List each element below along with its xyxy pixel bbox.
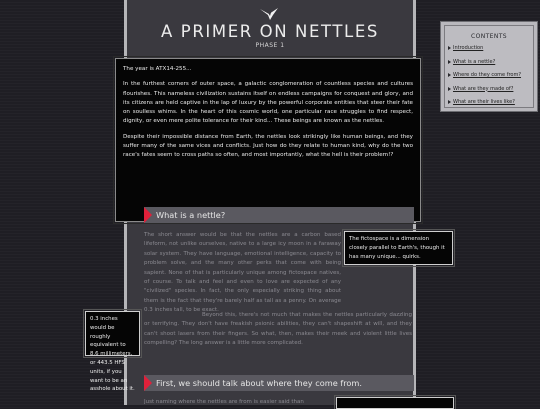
- sidenote-fictospace: [344, 231, 453, 265]
- page-subtitle: PHASE 1: [255, 42, 285, 49]
- sidenote-inches: [85, 311, 140, 393]
- body-paragraph: Beyond this, there's not much that makes the nettles particularly dazzling or terrifying. They don't have freakish psionic abilities, they can't shapeshift at will, and they can't shoot lasers from their fingers. So what, then, makes their meek and violent little lives compelling? The long answer is a little more complicated.: [144, 312, 412, 347]
- intro-paragraph: Despite their impossible distance from Earth, the nettles look strikingly like human beings, and they suffer many of the same vices and conflicts. Just how do they relate to human kind, why do the two race's fates seem to cross paths so often, and most importantly, what the hell is their problem!?: [123, 133, 413, 158]
- triangle-right-icon: [448, 73, 451, 77]
- toc-link-introduction[interactable]: Introduction: [445, 42, 533, 56]
- intro-box: [115, 58, 421, 222]
- section-heading-where-from: [144, 375, 414, 391]
- body-paragraph: Just naming where the nettles are from is easier said than: [144, 399, 304, 405]
- body-paragraph: The short answer would be that the nettles are a carbon based lifeform, not unlike ourselves, native to a large icy moon in a faraway solar system. They have language, emotional intelligence, capacity to problem solve, and the many other perks that come with being sapient. None of that is particularly unique among fictospace natives, of course. To talk and feel and even to love are expected of any "civilized" species. In fact, the only especially striking thing about them is the fact that they're barely half as tall as a penny. On average 0.3 inches tall, to be exact.: [144, 232, 341, 314]
- table-of-contents: [440, 21, 538, 112]
- toc-link-lives[interactable]: What are their lives like?: [445, 96, 533, 110]
- section-heading-label: What is a nettle?: [156, 210, 226, 220]
- intro-paragraph: The year is ATX14-255...: [123, 66, 192, 72]
- section-heading-what-is-a-nettle: [144, 207, 414, 223]
- toc-link-what-is-a-nettle[interactable]: What is a nettle?: [445, 56, 533, 70]
- toc-panel: [444, 25, 534, 108]
- sidenote-text: The fictospace is a dimension closely parallel to Earth's, though it has many unique... quirks.: [349, 236, 445, 260]
- bird-logo-icon: [258, 6, 282, 22]
- sidenote-text: 0.3 inches would be roughly equivalent to 8.6 millimeters, or 443.5 HFS units, if you want to be an asshole about it.: [90, 316, 135, 393]
- triangle-right-icon: [448, 87, 451, 91]
- toc-link-made-of[interactable]: What are they made of?: [445, 83, 533, 97]
- triangle-right-icon: [448, 46, 451, 50]
- sidenote-partial: [336, 397, 454, 409]
- page-title: A PRIMER ON NETTLES: [161, 22, 379, 41]
- section-heading-label: First, we should talk about where they come from.: [156, 378, 362, 388]
- triangle-right-icon: [448, 60, 451, 64]
- triangle-right-icon: [448, 100, 451, 104]
- toc-link-where-from[interactable]: Where do they come from?: [445, 69, 533, 83]
- toc-title: CONTENTS: [470, 33, 508, 40]
- intro-paragraph: In the furthest corners of outer space, a galactic conglomeration of countless species and cultures flourishes. This nameless civilization sustains itself on endless campaigns for conquest and glory, and its citizens are held captive in the lap of luxury by the powerful corporate entities that steer their fate on soulless whims. In the heart of this cosmic world, one particular race struggles to find respect, dignity, or even mere polite tolerance for their kind... These beings are known as the nettles.: [123, 81, 413, 125]
